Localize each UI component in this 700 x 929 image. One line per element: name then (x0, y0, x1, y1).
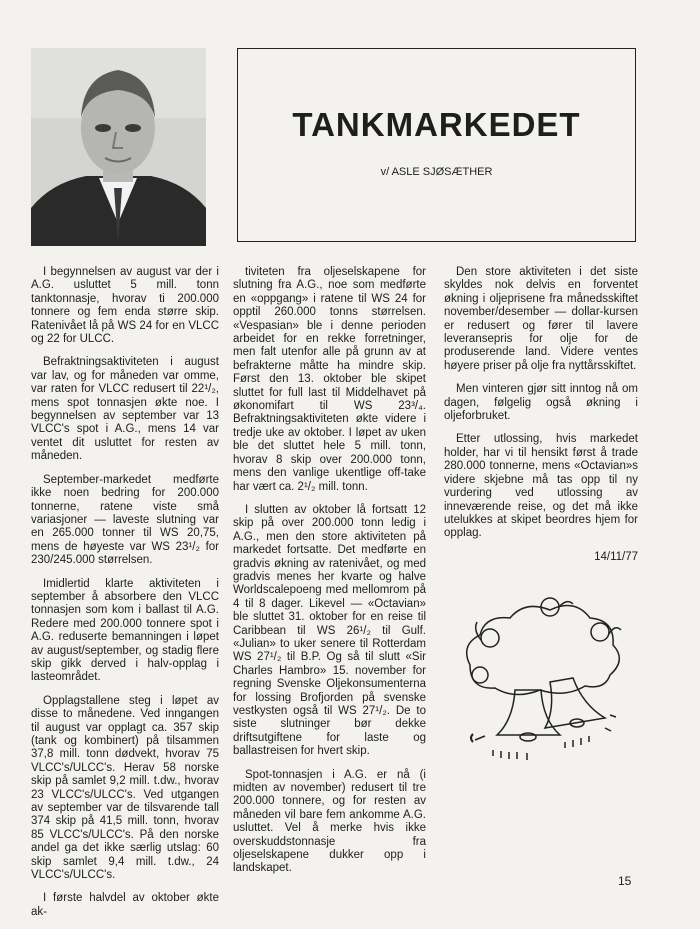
paragraph: Spot-tonnasjen i A.G. er nå (i midten av november) redusert til tre 200.000 tonnere, og for resten av måneden vil bare fem ankomme A.G. usluttet. Vel å merke hvis ikke overskuddstonnasje fra oljeselskapene dukker opp i landskapet. (233, 768, 426, 875)
paragraph: I begynnelsen av august var der i A.G. usluttet 5 mill. tonn tanktonnasje, hvorav ti 200.000 tonnere og fem enda større skip. Ratenivået lå på WS 24 for en VLCC og 22 for ULCC. (31, 266, 219, 346)
page-number: 15 (618, 874, 632, 888)
paragraph: Imidlertid klarte aktiviteten i september å absorbere den VLCC tonnasjen som kom i ballast til A.G. Redere med 200.000 tonnere spot i A.G. reduserte bemanningen i løpet av august/september, og stadig flere skip gikk derved i halv-opplag i lasteområdet. (31, 577, 219, 684)
paragraph: I slutten av oktober lå fortsatt 12 skip på over 200.000 tonn ledig i A.G., men den store aktiviteten på markedet fortsatte. Det medførte en gradvis økning av ratenivået, og med gradvis menes her kvarte og halve Worldscalepoeng med mellomrom på 4 til 8 dager. Likevel — «Octavian» ble sluttet 31. oktober for en reise til Caribbean til WS 26¹/₂ til Gulf. «Julian» to uker senere til Rotterdam WS 27¹/₂ til B.P. Og så til slutt «Sir Charles Hambro» 15. november for regning Svenske Oljekonsumenterna for lossing Brofjorden på svenske vestkysten også til WS 27¹/₂. De to siste slutninger bør dekke driftsutgiftene for laste og ballastreisen for hvert skip. (233, 503, 426, 758)
author-byline: v/ ASLE SJØSÆTHER (380, 166, 493, 178)
text-column-1 (31, 266, 219, 929)
paragraph: Men vinteren gjør sitt inntog nå om dagen, følgelig også økning i oljeforbruket. (444, 383, 638, 423)
paragraph: September-markedet medførte ikke noen bedring for 200.000 tonnerne, ratene viste små variasjoner — laveste slutning var en 265.000 tonner til WS 20,75, mens de høyeste var WS 23¹/₂ for 230/245.000 størrelsen. (31, 473, 219, 567)
article-title: TANKMARKEDET (292, 106, 581, 143)
paragraph: Befraktningsaktiviteten i august var lav, og for måneden var omme, var raten for VLCC redusert til 22¹/₂, mens spot tonnasjen økte noe. I begynnelsen av september var 13 VLCC's spot i A.G., mens 14 var ventet dit usluttet for resten av måneden. (31, 356, 219, 463)
title-frame (237, 48, 636, 242)
christmas-bells-angels-illustration (455, 590, 625, 770)
article-date: 14/11/77 (594, 550, 638, 563)
text-column-2 (233, 266, 426, 886)
author-portrait-photo (31, 48, 206, 246)
paragraph: Opplagstallene steg i løpet av disse to månedene. Ved inngangen til august var opplagt ca. 357 skip (tank og kombinert) på tilsammen 37,8 mill. tonn dødvekt, hvorav 75 VLCC's/ULCC's. Herav 58 norske skip på samlet 9,2 mill. t.dw., hvorav 23 VLCC's/ULCC's. Ved utgangen av september var de tilsvarende tall 374 skip på 41,5 mill. tonn, hvorav 85 VLCC's/ULCC's. På den norske andel ga det ikke særlig utslag: 60 skip samlet 9,4 mill. t.dw., 24 VLCC's/ULCC's. (31, 694, 219, 882)
paragraph: Den store aktiviteten i det siste skyldes nok delvis en forventet økning i oljeprisene fra månedsskiftet november/desember — dollar-kursen er redusert og fører til lavere leveransepris for olje for de produserende land. Videre ventes høyere priser på olje fra nyttårsskiftet. (444, 266, 638, 372)
paragraph: tiviteten fra oljeselskapene for slutning fra A.G., noe som medførte en «oppgang» i ratene til WS 24 for opptil 260.000 tonns størrelsen. «Vespasian» ble i denne perioden arbeidet for en rekke forretninger, men falt utenfor alle på grunn av at befrakterne måtte ha mindre skip. Først den 13. oktober ble skipet sluttet for full last til Middelhavet på økonomifart til WS 23³/₄. Befraktningsaktiviteten økte videre i tredje uke av oktober. I løpet av uken ble det sluttet hele 5 mill. tonn, hvorav 8 skip over 200.000 tonn, mens den vanlige ukentlige off-take har vært ca. 2¹/₂ mill. tonn. (233, 266, 426, 493)
paragraph: Etter utlossing, hvis markedet holder, har vi til hensikt først å trade 280.000 tonnerne, mens «Octavian»s videre skjebne må tas opp til ny vurdering ved utlossing av inneværende reise, og det må ikke utelukkes at skipet beordres hjem for opplag. (444, 433, 638, 540)
text-column-3 (444, 266, 638, 574)
paragraph: I første halvdel av oktober økte ak- (31, 892, 219, 918)
